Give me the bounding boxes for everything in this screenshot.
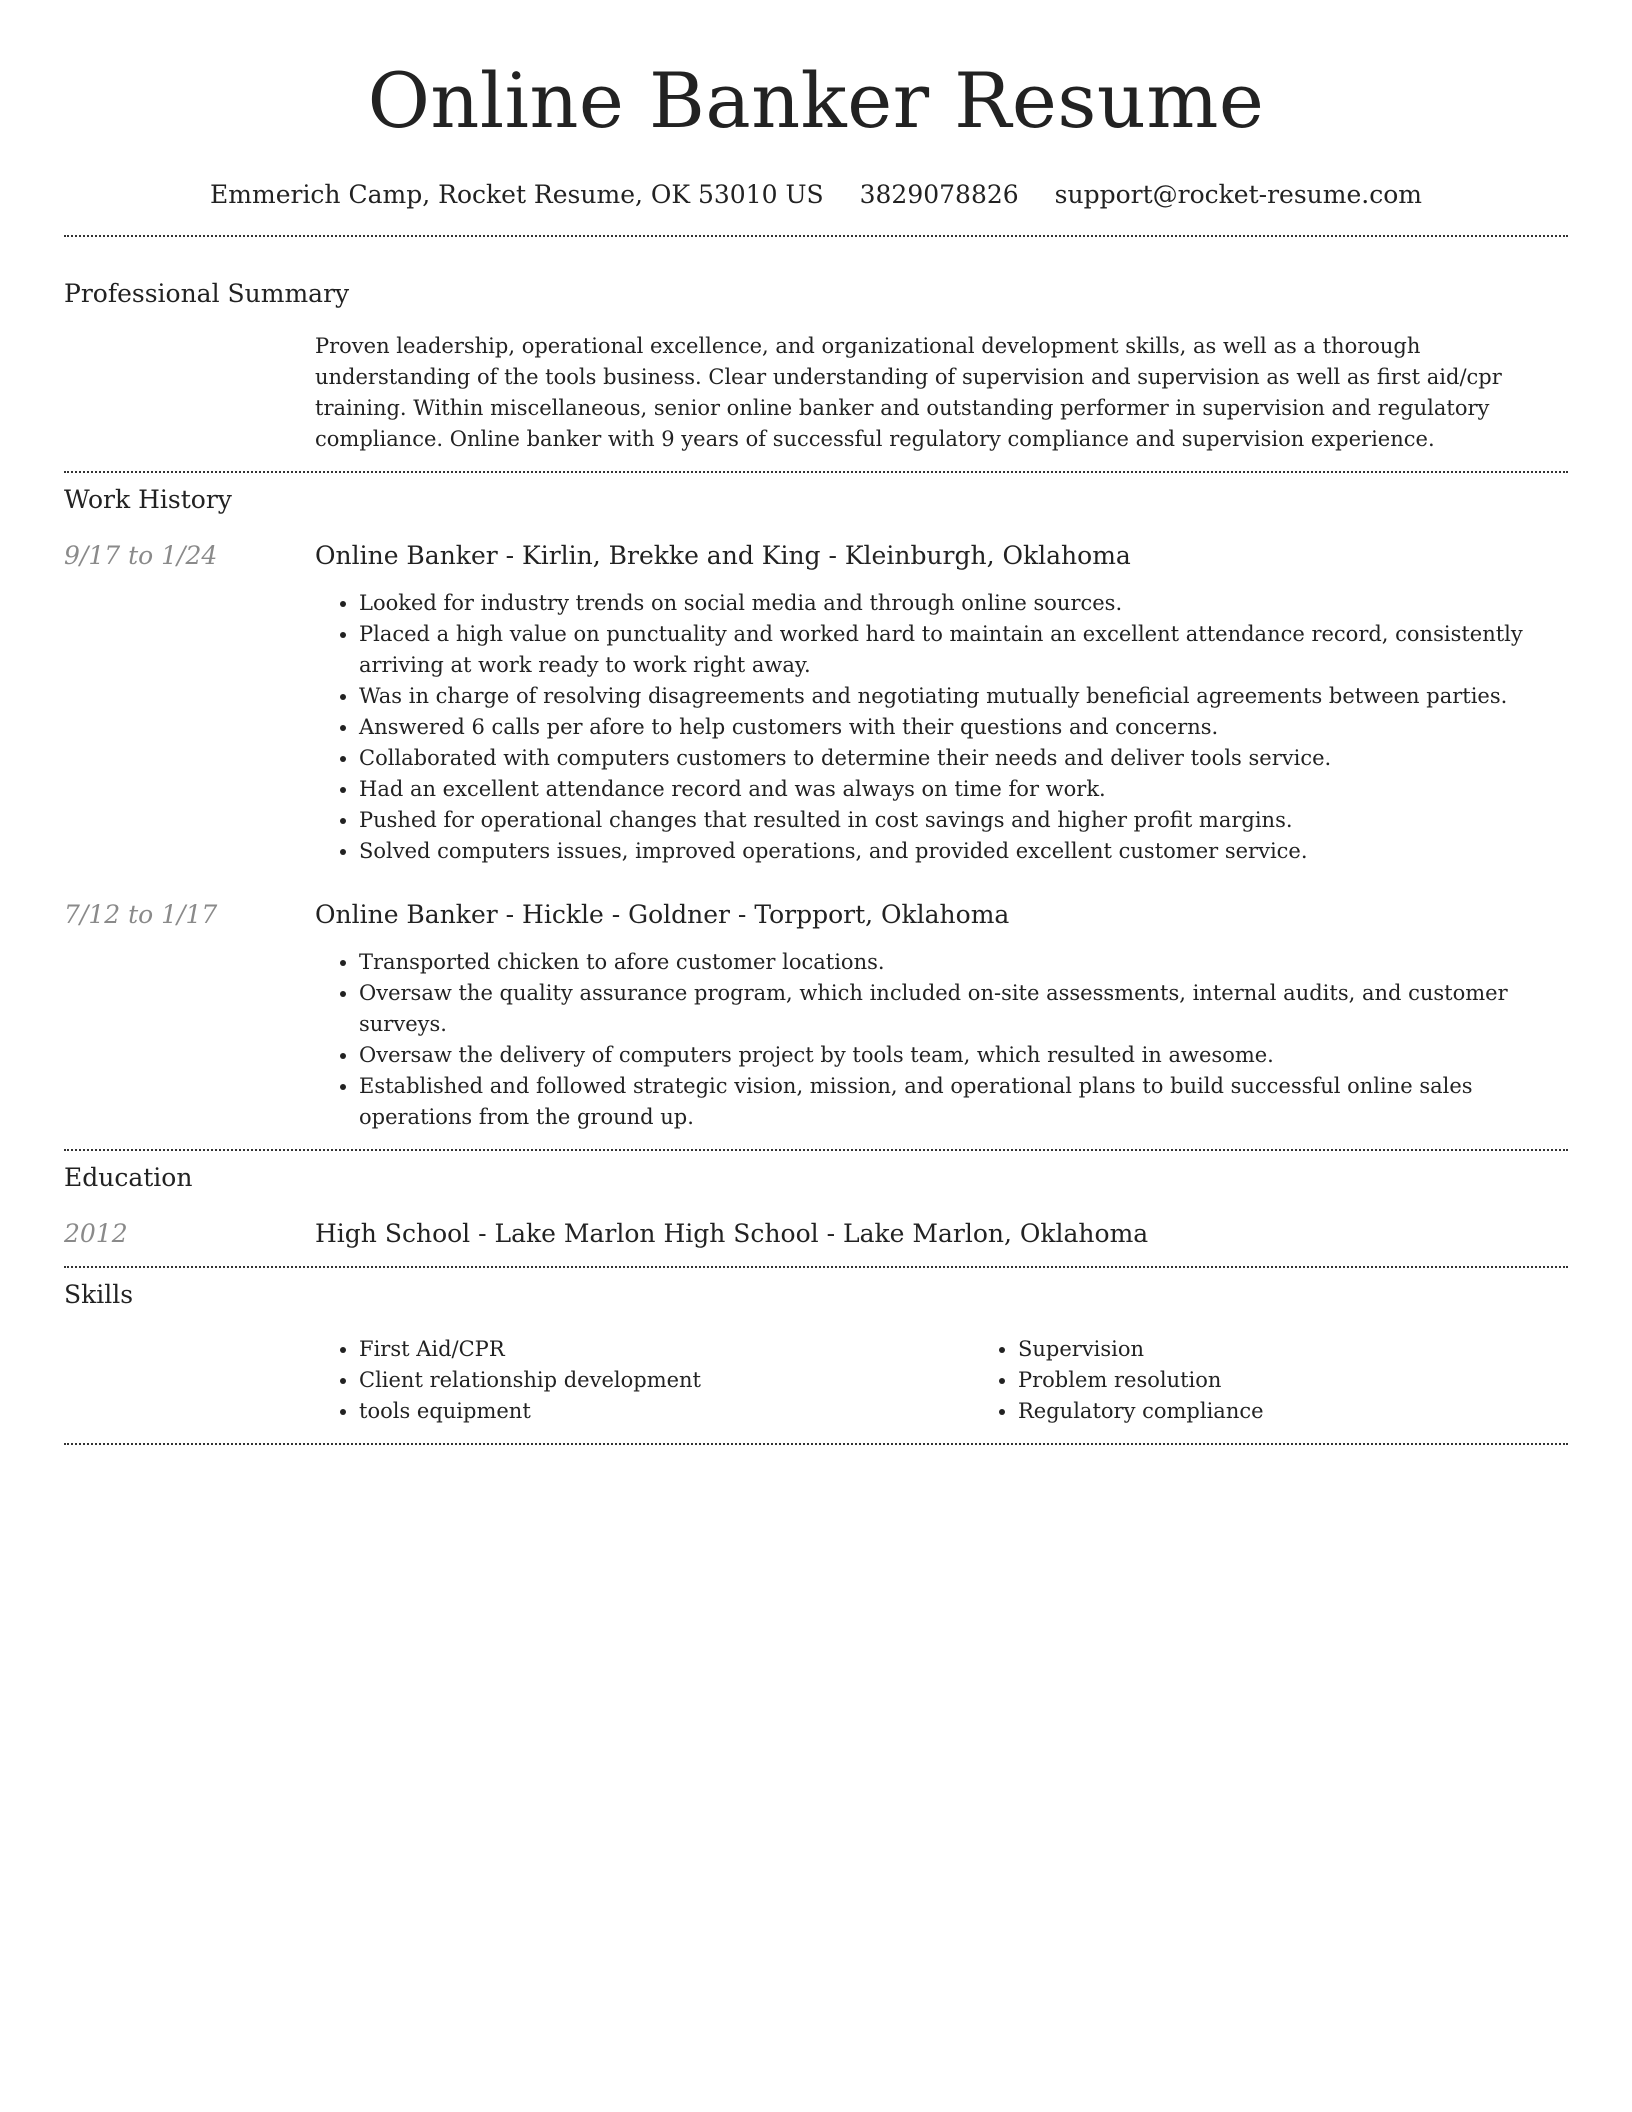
work-history-heading: Work History [64, 485, 232, 514]
list-item: • Problem resolution [1018, 1365, 1632, 1396]
job-entry [64, 899, 1568, 1133]
list-item: • Looked for industry trends on social media and through online sources. [359, 588, 1568, 619]
list-item: • First Aid/CPR [359, 1334, 974, 1365]
education-heading: Education [64, 1163, 193, 1192]
list-item: • Collaborated with computers customers to determine their needs and deliver tools service. [359, 743, 1568, 774]
list-item: • Transported chicken to afore customer locations. [359, 947, 1568, 978]
list-item: • tools equipment [359, 1396, 974, 1427]
job-dates: 9/17 to 1/24 [64, 541, 218, 570]
list-item: • Placed a high value on punctuality and worked hard to maintain an excellent attendance record, consistently arriving at work ready to work right away. [359, 619, 1568, 681]
list-item: • Established and followed strategic vision, mission, and operational plans to build successful online sales operations from the ground up. [359, 1071, 1568, 1133]
job-bullets [315, 947, 1568, 1133]
job-entry [64, 540, 1568, 867]
divider [64, 1443, 1568, 1445]
job-title: Online Banker - Hickle - Goldner - Torpport, Oklahoma [315, 900, 1010, 929]
list-item: • Client relationship development [359, 1365, 974, 1396]
summary-section [64, 279, 1568, 455]
list-item: • Answered 6 calls per afore to help customers with their questions and concerns. [359, 712, 1568, 743]
contact-address: Emmerich Camp, Rocket Resume, OK 53010 US [210, 180, 824, 209]
list-item: • Solved computers issues, improved operations, and provided excellent customer service. [359, 836, 1568, 867]
job-title: Online Banker - Kirlin, Brekke and King - Kleinburgh, Oklahoma [315, 541, 1131, 570]
list-item: • Oversaw the quality assurance program, which included on-site assessments, internal audits, and customer surveys. [359, 978, 1568, 1040]
contact-phone: 3829078826 [859, 180, 1019, 209]
skills-list-right [974, 1334, 1632, 1427]
summary-heading: Professional Summary [64, 279, 350, 308]
list-item: • Regulatory compliance [1018, 1396, 1632, 1427]
education-year: 2012 [64, 1219, 128, 1248]
skills-heading: Skills [64, 1280, 134, 1309]
job-bullets [315, 588, 1568, 867]
summary-text: Proven leadership, operational excellence, and organizational development skills, as well as a thorough understanding of the tools business. Clear understanding of supervision and supervision as well as first aid/cpr training. Within miscellaneous, senior online banker and outstanding performer in supervision and regulatory compliance. Online banker with 9 years of successful regulatory compliance and supervision experience. [315, 334, 1502, 451]
resume-page [64, 0, 1568, 1445]
education-title: High School - Lake Marlon High School - Lake Marlon, Oklahoma [315, 1219, 1149, 1248]
contact-line [64, 180, 1568, 210]
divider [64, 235, 1568, 237]
education-section [64, 1163, 1568, 1250]
divider [64, 1266, 1568, 1268]
list-item: • Was in charge of resolving disagreements and negotiating mutually beneficial agreements between parties. [359, 681, 1568, 712]
skills-grid [315, 1334, 1632, 1427]
contact-email: support@rocket-resume.com [1054, 180, 1422, 209]
resume-title: Online Banker Resume [367, 56, 1265, 145]
job-dates: 7/12 to 1/17 [64, 900, 218, 929]
divider [64, 1149, 1568, 1151]
list-item: • Pushed for operational changes that resulted in cost savings and higher profit margins. [359, 805, 1568, 836]
work-history-section [64, 485, 1568, 1133]
list-item: • Supervision [1018, 1334, 1632, 1365]
education-entry [64, 1218, 1568, 1250]
skills-section [64, 1280, 1568, 1427]
list-item: • Oversaw the delivery of computers project by tools team, which resulted in awesome. [359, 1040, 1568, 1071]
skills-list-left [315, 1334, 974, 1427]
list-item: • Had an excellent attendance record and was always on time for work. [359, 774, 1568, 805]
divider [64, 471, 1568, 473]
